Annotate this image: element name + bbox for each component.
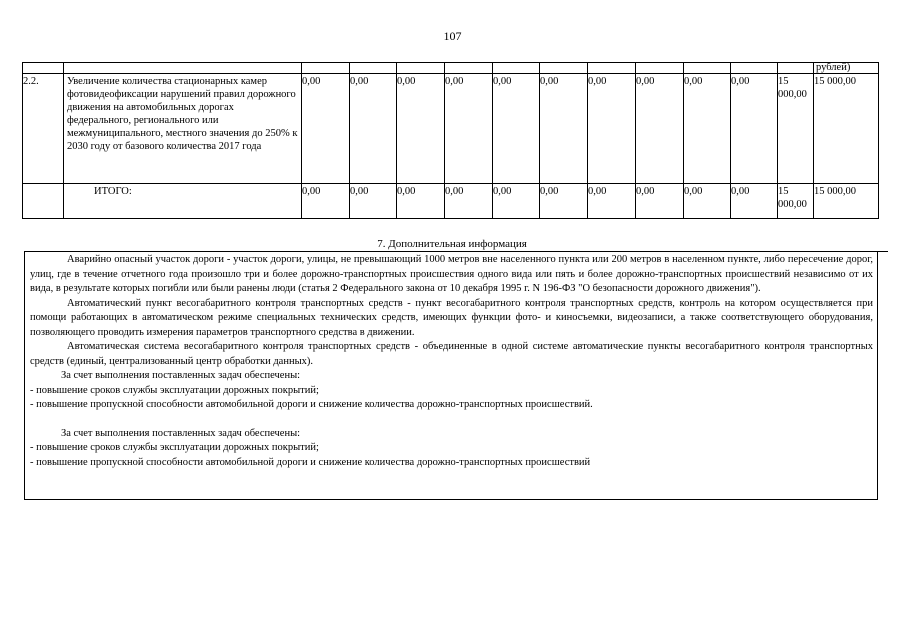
table-cell <box>397 63 445 74</box>
table-cell <box>588 63 636 74</box>
paragraph-definition-weigh-system: Автоматическая система весогабаритного контроля транспортных средств - объединенные в одной системе автоматические пункты весогабаритного контроля транспортных средств (единый, централизованный центр обработки данных). <box>30 341 873 367</box>
value-cell: 0,00 <box>350 184 397 219</box>
table-cell <box>636 63 684 74</box>
table-cell <box>493 63 540 74</box>
value-cell: 0,00 <box>636 184 684 219</box>
table-header-row <box>23 63 879 74</box>
value-cell: 0,00 <box>445 184 493 219</box>
paragraph-definition-hazard: Аварийно опасный участок дороги - участок дороги, улицы, не превышающий 1000 метров вне населенного пункта или 200 метров в населенном пункте, либо пересечение дорог, улиц, где в течение отчетного года произошло три и более дорожно-транспортных происшествия одного вида или пять и более дорожно-транспортных происшествий независимо от их вида, в результате которых погибли или были ранены люди (статья 2 Федерального закона от 10 декабря 1995 г. N 196-ФЗ "О безопасности дорожного движения"). <box>30 254 873 294</box>
value-cell: 0,00 <box>445 74 493 184</box>
row-code <box>23 184 64 219</box>
value-cell: 15 000,00 <box>778 184 814 219</box>
table-cell <box>684 63 731 74</box>
value-cell: 0,00 <box>540 184 588 219</box>
table-cell <box>540 63 588 74</box>
table-cell <box>302 63 350 74</box>
value-cell: 0,00 <box>588 74 636 184</box>
funding-table <box>22 62 879 219</box>
table-cell <box>23 63 64 74</box>
task-item: - повышение пропускной способности автомобильной дороги и снижение количества дорожно-транспортных происшествий. <box>30 399 593 410</box>
table-cell <box>445 63 493 74</box>
value-cell: 0,00 <box>588 184 636 219</box>
spacer <box>30 413 873 427</box>
value-cell: 0,00 <box>684 74 731 184</box>
task-item: - повышение сроков службы эксплуатации дорожных покрытий; <box>30 384 319 396</box>
tasks-heading: За счет выполнения поставленных задач обеспечены: <box>61 370 301 381</box>
table-cell <box>778 63 814 74</box>
value-cell: 0,00 <box>350 74 397 184</box>
additional-info-box <box>24 252 878 500</box>
value-cell: 0,00 <box>302 184 350 219</box>
header-unit-label: рублей) <box>814 63 879 74</box>
value-cell: 0,00 <box>397 184 445 219</box>
page-number: 107 <box>443 29 462 43</box>
value-cell: 0,00 <box>636 74 684 184</box>
value-cell: 0,00 <box>540 74 588 184</box>
value-cell: 15 000,00 <box>814 184 879 219</box>
row-description: Увеличение количества стационарных камер фотовидеофиксации нарушений правил дорожного движения на автомобильных дорогах федерального, регионального или межмуниципального, местного значения до 250% к 2030 году от базового количества 2017 года <box>64 74 302 184</box>
value-cell: 0,00 <box>731 184 778 219</box>
task-item: - повышение пропускной способности автомобильной дороги и снижение количества дорожно-транспортных происшествий <box>30 456 591 468</box>
value-cell: 0,00 <box>493 74 540 184</box>
table-row-total <box>23 184 879 219</box>
table-cell <box>731 63 778 74</box>
total-label: ИТОГО: <box>64 184 302 219</box>
value-cell: 0,00 <box>731 74 778 184</box>
value-cell: 15 000,00 <box>814 74 879 184</box>
table-cell <box>64 63 302 74</box>
paragraph-definition-weigh-point: Автоматический пункт весогабаритного контроля транспортных средств - пункт весогабаритного контроля транспортных средств, контроль на котором осуществляется при помощи работающих в автоматическом режиме специальных технических средств, имеющих функции фото- и киносъемки, видеозаписи, а также соответствующего оборудования, позволяющего проводить измерения параметров транспортного средства в движении. <box>30 297 873 338</box>
table-cell <box>350 63 397 74</box>
value-cell: 15 000,00 <box>778 74 814 184</box>
table-row <box>23 74 879 184</box>
value-cell: 0,00 <box>302 74 350 184</box>
row-code: 2.2. <box>23 74 64 184</box>
section-title: 7. Дополнительная информация <box>377 238 527 250</box>
value-cell: 0,00 <box>493 184 540 219</box>
value-cell: 0,00 <box>397 74 445 184</box>
tasks-heading: За счет выполнения поставленных задач обеспечены: <box>61 427 301 439</box>
value-cell: 0,00 <box>684 184 731 219</box>
task-item: - повышение сроков службы эксплуатации дорожных покрытий; <box>30 442 319 453</box>
